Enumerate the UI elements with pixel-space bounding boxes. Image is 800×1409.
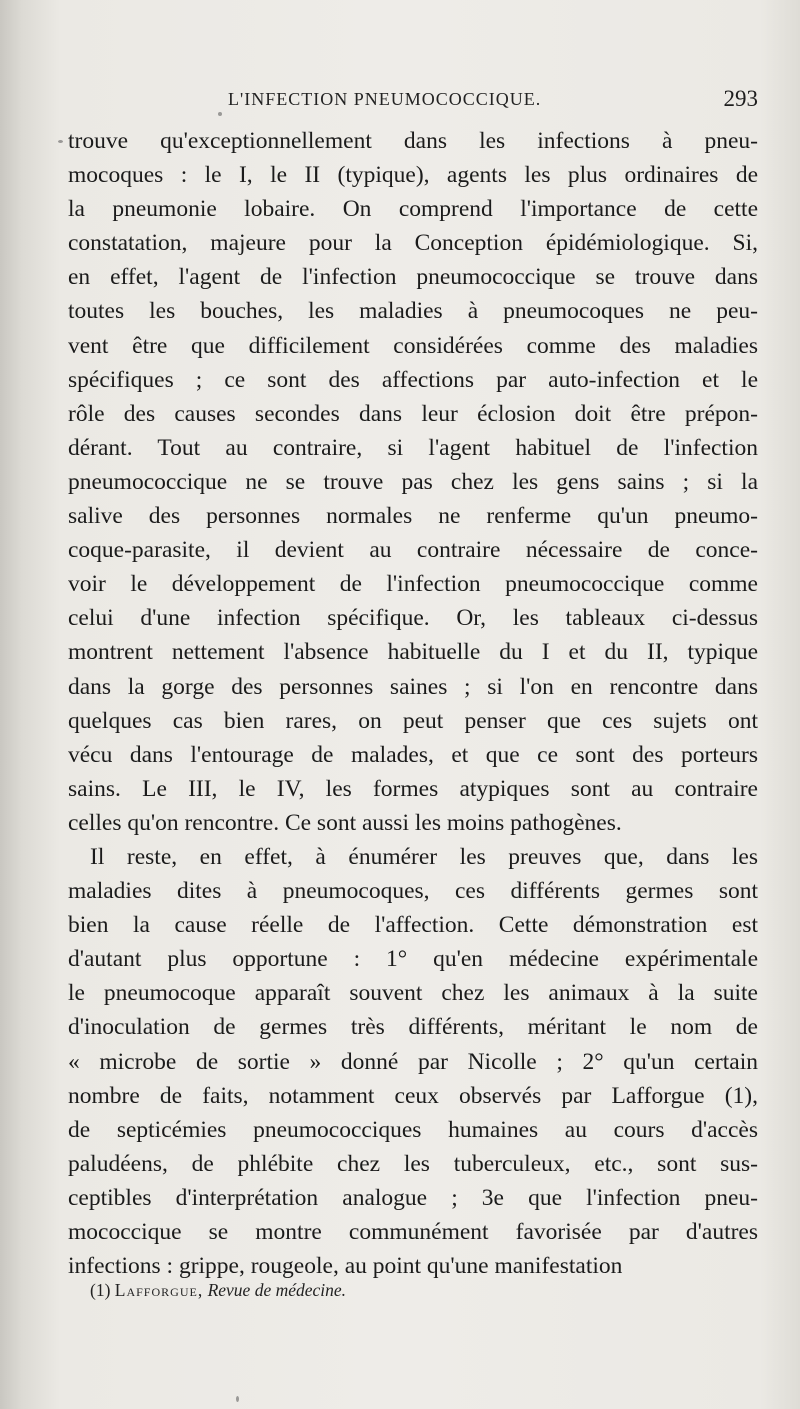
text-line: de septicémies pneumococciques humaines au cours d'accès bbox=[68, 1116, 758, 1143]
running-title: L'INFECTION PNEUMOCOCCIQUE. bbox=[228, 89, 542, 109]
ink-speck bbox=[236, 1396, 239, 1402]
text-line: celui d'une infection spécifique. Or, les tableaux ci-dessus bbox=[68, 605, 758, 632]
text-line: le pneumocoque apparaît souvent chez les animaux à la suite bbox=[68, 980, 758, 1007]
text-line: nombre de faits, notamment ceux observés par Lafforgue (1), bbox=[68, 1082, 758, 1109]
text-line: en effet, l'agent de l'infection pneumococcique se trouve dans bbox=[68, 264, 758, 291]
text-line: dans la gorge des personnes saines ; si l'on en rencontre dans bbox=[68, 673, 758, 700]
text-line: toutes les bouches, les maladies à pneumocoques ne peu- bbox=[68, 298, 758, 325]
text-line: Il reste, en effet, à énumérer les preuves que, dans les bbox=[90, 843, 758, 870]
text-line: vécu dans l'entourage de malades, et que ce sont des porteurs bbox=[68, 741, 758, 768]
text-line: constatation, majeure pour la Conception épidémiologique. Si, bbox=[68, 230, 758, 257]
text-line: salive des personnes normales ne renferme qu'un pneumo- bbox=[68, 503, 758, 530]
text-line: montrent nettement l'absence habituelle du I et du II, typique bbox=[68, 639, 758, 666]
text-line: mocoques : le I, le II (typique), agents les plus ordinaires de bbox=[68, 162, 758, 189]
text-line: la pneumonie lobaire. On comprend l'importance de cette bbox=[68, 196, 758, 223]
text-line: ceptibles d'interprétation analogue ; 3e que l'infection pneu- bbox=[68, 1184, 758, 1211]
text-line: infections : grippe, rougeole, au point qu'une manifestation bbox=[68, 1253, 623, 1280]
text-line: dérant. Tout au contraire, si l'agent habituel de l'infection bbox=[68, 434, 758, 461]
text-line: quelques cas bien rares, on peut penser que ces sujets ont bbox=[68, 707, 758, 734]
page-number: 293 bbox=[723, 86, 758, 111]
text-line: sains. Le III, le IV, les formes atypiques sont au contraire bbox=[68, 775, 758, 802]
page-header bbox=[68, 86, 758, 118]
text-line: coque-parasite, il devient au contraire nécessaire de conce- bbox=[68, 537, 758, 564]
text-line: trouve qu'exceptionnellement dans les infections à pneu- bbox=[68, 128, 758, 154]
footnote-author: Lafforgue, bbox=[114, 1280, 204, 1300]
text-line: d'inoculation de germes très différents, méritant le nom de bbox=[68, 1014, 758, 1041]
text-line: voir le développement de l'infection pneumococcique comme bbox=[68, 571, 758, 598]
text-line: pneumococcique ne se trouve pas chez les gens sains ; si la bbox=[68, 468, 758, 495]
text-line: vent être que difficilement considérées comme des maladies bbox=[68, 332, 758, 359]
text-line: d'autant plus opportune : 1° qu'en médecine expérimentale bbox=[68, 946, 758, 973]
footnote-marker: (1) bbox=[90, 1280, 111, 1300]
text-line: bien la cause réelle de l'affection. Cette démonstration est bbox=[68, 912, 758, 939]
ink-speck bbox=[58, 140, 63, 143]
text-line: spécifiques ; ce sont des affections par auto-infection et le bbox=[68, 366, 758, 393]
text-line: celles qu'on rencontre. Ce sont aussi les moins pathogènes. bbox=[68, 809, 622, 836]
text-line: maladies dites à pneumocoques, ces différents germes sont bbox=[68, 878, 758, 905]
text-line: paludéens, de phlébite chez les tuberculeux, etc., sont sus- bbox=[68, 1150, 758, 1177]
footnote-journal: Revue de médecine. bbox=[207, 1280, 347, 1300]
text-line: rôle des causes secondes dans leur éclosion doit être prépon- bbox=[68, 400, 758, 427]
text-line: mococcique se montre communément favorisée par d'autres bbox=[68, 1219, 758, 1245]
footnote bbox=[90, 1280, 346, 1301]
body-text bbox=[68, 124, 758, 1283]
text-line: « microbe de sortie » donné par Nicolle ; 2° qu'un certain bbox=[68, 1048, 758, 1075]
